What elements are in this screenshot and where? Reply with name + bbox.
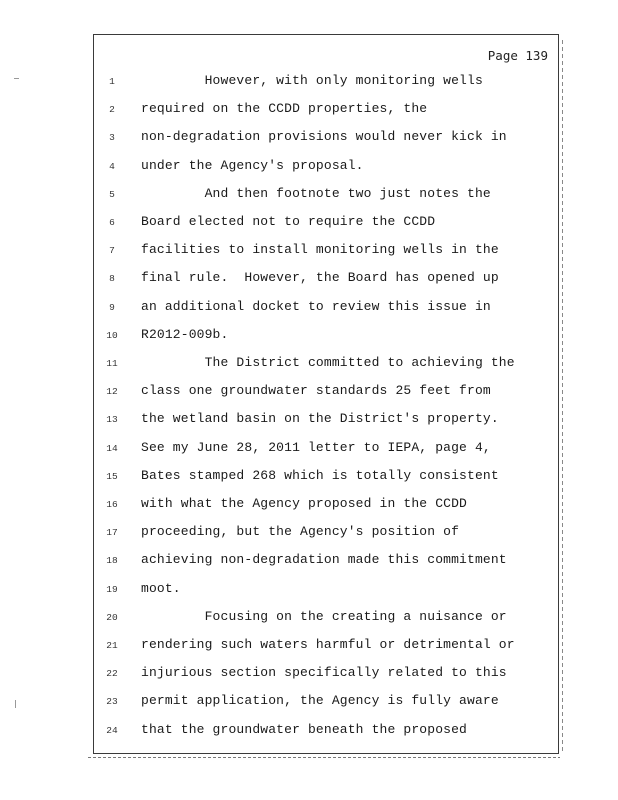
transcript-line bbox=[94, 327, 560, 351]
transcript-line bbox=[94, 270, 560, 294]
line-text: class one groundwater standards 25 feet from bbox=[141, 383, 491, 399]
line-text: R2012-009b. bbox=[141, 326, 229, 342]
transcript-line bbox=[94, 468, 560, 492]
line-text: Board elected not to require the CCDD bbox=[141, 214, 436, 229]
transcript-line bbox=[94, 242, 560, 266]
transcript-line bbox=[94, 609, 560, 633]
line-number: 20 bbox=[106, 611, 118, 623]
line-number: 18 bbox=[106, 555, 118, 567]
line-number: 16 bbox=[106, 499, 118, 510]
transcript-line bbox=[94, 722, 560, 746]
line-text: that the groundwater beneath the proposed bbox=[141, 721, 468, 737]
line-text: proceeding, but the Agency's position of bbox=[141, 524, 460, 540]
line-text: The District committed to achieving the bbox=[141, 355, 515, 370]
scan-mark-bottom bbox=[15, 700, 16, 708]
transcript-line bbox=[94, 524, 560, 548]
line-number: 12 bbox=[106, 386, 118, 398]
line-number: 8 bbox=[109, 273, 115, 285]
line-number: 3 bbox=[109, 132, 115, 144]
line-text: injurious section specifically related to this bbox=[141, 665, 507, 681]
right-margin-rule bbox=[562, 40, 563, 754]
transcript-line bbox=[94, 158, 560, 182]
line-text: with what the Agency proposed in the CCDD bbox=[141, 496, 468, 511]
line-number: 11 bbox=[106, 358, 118, 369]
transcript-line bbox=[94, 552, 560, 576]
line-number: 23 bbox=[106, 696, 118, 708]
line-text: However, with only monitoring wells bbox=[141, 73, 483, 88]
transcript-line bbox=[94, 496, 560, 520]
line-number: 22 bbox=[106, 668, 118, 680]
line-number: 2 bbox=[109, 104, 115, 116]
line-text: Focusing on the creating a nuisance or bbox=[141, 608, 507, 624]
line-text: the wetland basin on the District's property. bbox=[141, 411, 499, 427]
transcript-line bbox=[94, 214, 560, 238]
scan-mark-top bbox=[14, 78, 19, 79]
line-number: 9 bbox=[109, 301, 115, 313]
line-number: 24 bbox=[106, 724, 118, 736]
line-text: under the Agency's proposal. bbox=[141, 157, 364, 173]
transcript-page bbox=[93, 34, 559, 754]
transcript-line bbox=[94, 101, 560, 125]
transcript-line bbox=[94, 129, 560, 153]
line-number: 1 bbox=[109, 76, 115, 87]
page-number: Page 139 bbox=[487, 48, 548, 63]
line-number: 19 bbox=[106, 583, 118, 595]
line-number: 21 bbox=[106, 640, 118, 651]
transcript-line bbox=[94, 665, 560, 689]
line-number: 5 bbox=[109, 188, 115, 200]
line-text: facilities to install monitoring wells in the bbox=[141, 242, 499, 258]
line-text: non-degradation provisions would never kick in bbox=[141, 129, 507, 145]
line-text: And then footnote two just notes the bbox=[141, 185, 491, 201]
line-text: achieving non-degradation made this commitment bbox=[141, 552, 507, 568]
line-text: final rule. However, the Board has opened up bbox=[141, 270, 499, 286]
bottom-margin-rule bbox=[88, 757, 560, 758]
transcript-line bbox=[94, 355, 560, 379]
line-number: 6 bbox=[109, 217, 115, 228]
line-text: See my June 28, 2011 letter to IEPA, page 4, bbox=[141, 439, 491, 455]
line-number: 4 bbox=[109, 160, 115, 172]
line-number: 13 bbox=[106, 414, 118, 426]
transcript-line bbox=[94, 693, 560, 717]
line-text: required on the CCDD properties, the bbox=[141, 101, 428, 117]
transcript-line bbox=[94, 637, 560, 661]
transcript-line bbox=[94, 383, 560, 407]
line-number: 17 bbox=[106, 527, 118, 539]
line-number: 15 bbox=[106, 470, 118, 482]
transcript-line bbox=[94, 411, 560, 435]
line-text: Bates stamped 268 which is totally consistent bbox=[141, 467, 499, 483]
transcript-line bbox=[94, 299, 560, 323]
transcript-line bbox=[94, 581, 560, 605]
transcript-line bbox=[94, 186, 560, 210]
line-number: 10 bbox=[106, 329, 118, 341]
line-text: permit application, the Agency is fully aware bbox=[141, 693, 499, 709]
line-number: 14 bbox=[106, 442, 118, 454]
line-number: 7 bbox=[109, 245, 115, 257]
line-text: an additional docket to review this issue in bbox=[141, 298, 491, 314]
transcript-line bbox=[94, 73, 560, 97]
line-text: moot. bbox=[141, 580, 181, 596]
transcript-line bbox=[94, 440, 560, 464]
line-text: rendering such waters harmful or detrimental or bbox=[141, 637, 515, 652]
